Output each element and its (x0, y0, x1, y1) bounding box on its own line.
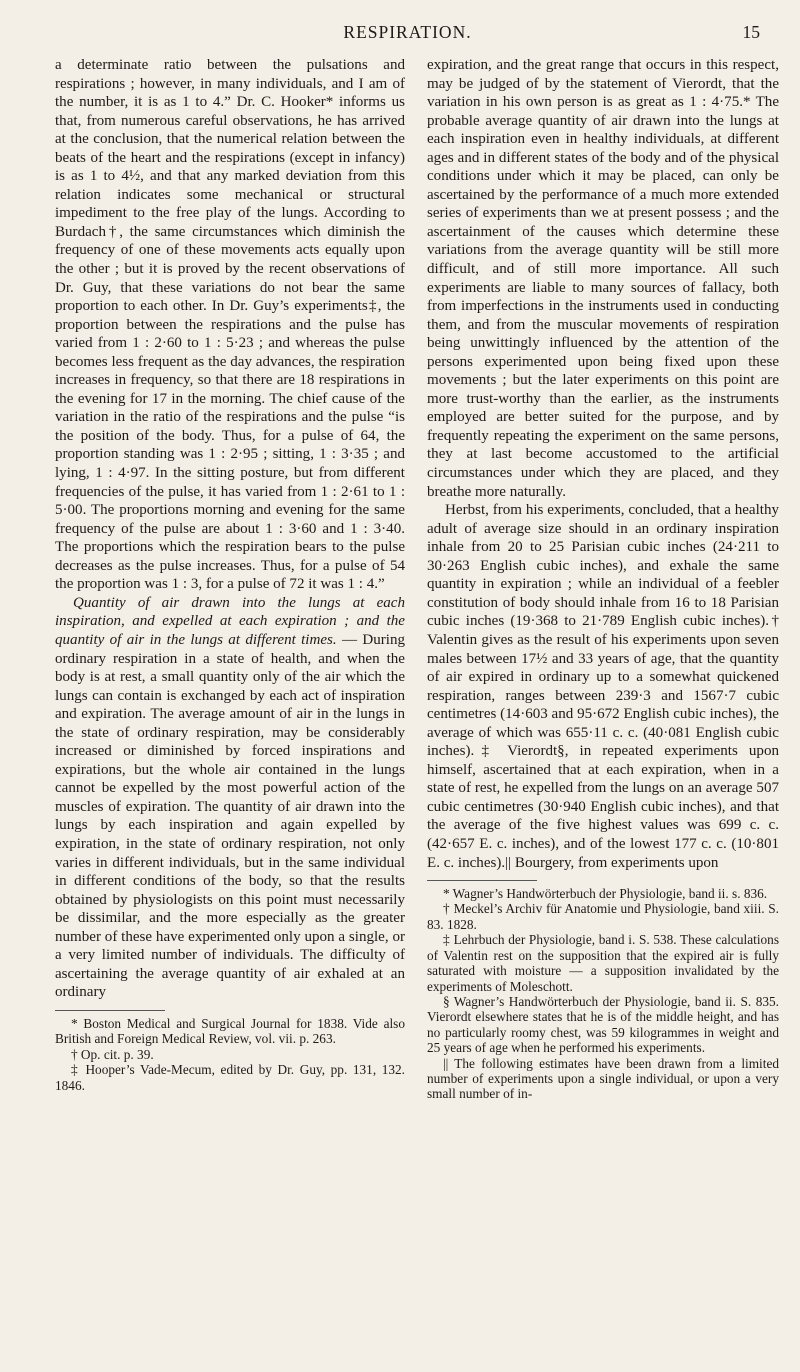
right-column (427, 56, 779, 1102)
footnote: ‡ Hooper’s Vade-Mecum, edited by Dr. Guy, pp. 131, 132. 1846. (55, 1062, 405, 1093)
page-number: 15 (742, 22, 760, 42)
footnote: ‡ Lehrbuch der Physiologie, band i. S. 538. These calculations of Valentin rest on the supposition that the expired air is fully saturated with moisture — a supposition invalidated by the experiments of Moleschott. (427, 932, 779, 994)
right-paragraph-2: Herbst, from his experiments, concluded, that a healthy adult of average size should in an ordinary inspiration inhale from 20 to 25 Parisian cubic inches (24·211 to 30·263 English cubic inches), and exhale the same quantity in expiration ; while an individual of a feebler constitution of body should inhale from 16 to 18 Parisian cubic inches (19·368 to 21·789 English cubic inches).† Valentin gives as the result of his experiments upon seven males between 17½ and 33 years of age, that the quantity of air expired in ordinary up to a somewhat quickened respiration, ranges between 239·3 and 1567·7 cubic centimetres (14·603 and 95·672 English cubic inches), the average of which was 655·11 c. c. (40·081 English cubic inches).‡ Vierordt§, in repeated experiments upon himself, ascertained that at each expiration, when in a state of rest, he expelled from the lungs on an average 507 cubic centimetres (30·940 English cubic inches), and that the average of the five highest values was 699 c. c. (42·657 E. c. inches), and of the lowest 177 c. c. (10·801 E. c. inches).|| Bourgery, from experiments upon (427, 502, 779, 871)
page-header (55, 22, 760, 46)
footnote-rule (427, 880, 537, 881)
left-paragraph-1: a determinate ratio between the pulsations and respirations ; however, in many individuals, and I am of the number, it is as 1 to 4.” Dr. C. Hooker* informs us that, from numerous careful observations, he has arrived at the conclusion, that the numerical relation between the beats of the heart and the respirations (except in infancy) is as 1 to 4½, and that any marked deviation from this relation indicates some mechanical or structural impediment to the free play of the lungs. According to Burdach†, the same circumstances which diminish the frequency of one of these movements acts equally upon the other ; but it is proved by the recent observations of Dr. Guy, that these variations do not bear the same proportion to each other. In Dr. Guy’s experiments‡, the proportion between the respirations and the pulse has varied from 1 : 2·60 to 1 : 5·23 ; and whereas the pulse becomes less frequent as the day advances, the respiration increases in frequency, so that there are 18 respirations in the evening for 17 in the morning. The chief cause of the variation in the ratio of the respirations and the pulse “is the position of the body. Thus, for a pulse of 64, the proportion standing was 1 : 2·95 ; sitting, 1 : 3·35 ; and lying, 1 : 4·97. In the sitting posture, but from different frequencies of the pulse, it has varied from 1 : 2·61 to 1 : 5·00. The proportions morning and evening for the same frequency of the pulse are about 1 : 3·60 and 1 : 3·40. The proportions which the respiration bears to the pulse decreases as the pulse increases. Thus, for a pulse of 54 the proportion was 1 : 3, for a pulse of 72 it was 1 : 4.” (55, 57, 405, 593)
running-head: RESPIRATION. (343, 22, 472, 42)
footnote: † Op. cit. p. 39. (70, 1046, 154, 1062)
left-column (55, 56, 405, 1093)
left-paragraph-2-body: — During ordinary respiration in a state of health, and when the body is at rest, a small quantity only of the air which the lungs can contain is exchanged by each act of inspiration and expiration. The average amount of air in the lungs in the state of ordinary respiration, may be considerably increased or diminished by forced inspirations and expirations, but the whole air contained in the lungs cannot be expelled by the most powerful action of the muscles of expiration. The quantity of air drawn into the lungs by each inspiration and again expelled by expiration, in the state of ordinary respiration, not only varies in different individuals, but in the same individual in different conditions of the body, so that the results obtained by physiologists on this point must necessarily be dissimilar, and the more especially as the greater number of these have experimented only upon a single, or a very limited number of individuals. The difficulty of ascertaining the average quantity of air exhaled at an ordinary (55, 631, 405, 1001)
footnote: § Wagner’s Handwörterbuch der Physiologie, band ii. S. 835. Vierordt elsewhere states that he is of the middle height, and has no particularly roomy chest, was 59 kilogrammes in weight and 25 years of age when he performed his experiments. (427, 993, 779, 1056)
footnote-rule (55, 1010, 165, 1011)
footnote: † Meckel’s Archiv für Anatomie und Physiologie, band xiii. S. 83. 1828. (427, 901, 779, 932)
section-title: Quantity of air drawn into the lungs at each inspiration, and expelled at each expiration ; and the quantity of air in the lungs at different times. (55, 594, 405, 648)
footnote: * Wagner’s Handwörterbuch der Physiologie, band ii. s. 836. (442, 886, 768, 902)
right-paragraph-1: expiration, and the great range that occurs in this respect, may be judged of by the statement of Vierordt, that the variation in his own person is as great as 1 : 4·75.* The probable average quantity of air drawn into the lungs at each inspiration even in healthy individuals, at different ages and in different states of the body and of the physical conditions under which it may be placed, can only be ascertained by the performance of a much more extended series of experiments than we at present possess ; and the ascertainment of the causes which determine these variations from the average quantity will be still more difficult, and of still more importance. All such experiments are liable to many sources of fallacy, both from imperfections in the instruments used in conducting them, and from the muscular movements of respiration being unwittingly influenced by the attention of the persons experimented upon being fixed upon these movements ; but the later experiments on this point are more trust-worthy than the earlier, as the instruments employed are better suited for the purpose, and by frequently repeating the experiment on the same persons, they at last become accustomed to the artificial circumstances under which they are placed, and they breathe more naturally. (427, 57, 779, 500)
left-paragraph-2 (55, 594, 405, 1002)
footnote: * Boston Medical and Surgical Journal for 1838. Vide also British and Foreign Medical Review, vol. vii. p. 263. (55, 1015, 405, 1047)
footnote: || The following estimates have been drawn from a limited number of experiments upon a single individual, or upon a very small number of in- (427, 1055, 779, 1102)
